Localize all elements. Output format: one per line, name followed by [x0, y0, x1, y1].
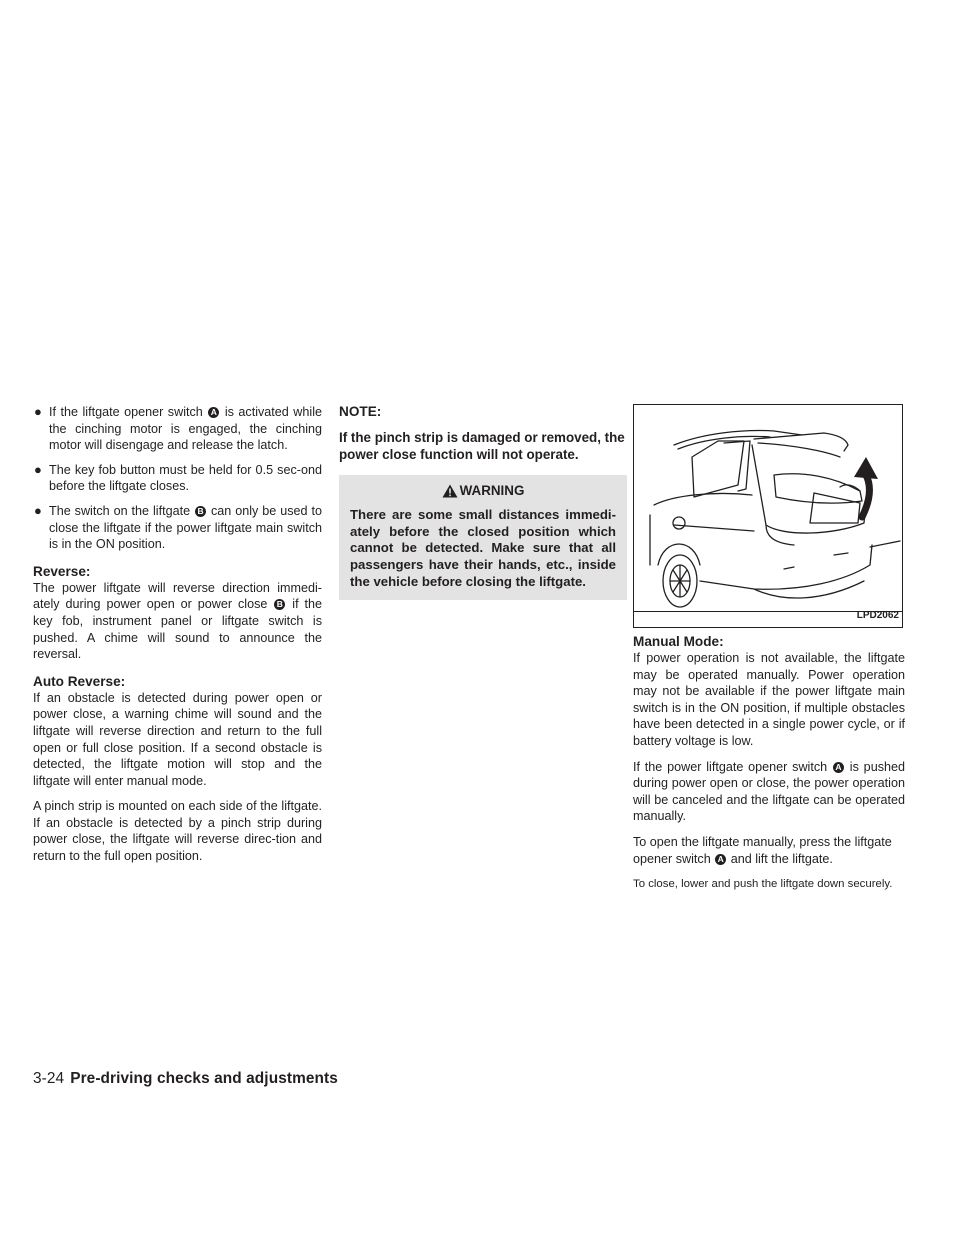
- bullet-icon: ●: [34, 461, 42, 477]
- manual-text: is pushed during power open or close, the power operation will be canceled and the liftgate can be operated manually.: [633, 759, 906, 824]
- callout-a-icon: A: [208, 407, 219, 418]
- callout-a-icon: A: [833, 762, 844, 773]
- reverse-heading: Reverse:: [33, 563, 91, 579]
- note-body: If the pinch strip is damaged or removed, the power close function will not operate.: [339, 429, 625, 462]
- callout-b-icon: B: [274, 599, 285, 610]
- manual-text: and lift the liftgate.: [730, 851, 833, 866]
- middle-column: [339, 404, 627, 600]
- pinch-strip-paragraph: A pinch strip is mounted on each side of the liftgate. If an obstacle is detected by a pinch strip during power close, the liftgate will reverse direc-tion and return to the full open position.: [33, 799, 322, 864]
- warning-heading: [350, 483, 616, 500]
- right-column: [633, 404, 905, 902]
- auto-reverse-heading: Auto Reverse:: [33, 673, 126, 689]
- bullet-text: can only be used to close the liftgate if the power liftgate main switch is in the ON position.: [49, 503, 323, 552]
- bullet-text: If the liftgate opener switch: [49, 405, 203, 419]
- bullet-text: The switch on the liftgate: [49, 503, 191, 518]
- reverse-paragraph: [33, 580, 322, 663]
- liftgate-illustration: [634, 405, 902, 611]
- callout-a-icon: A: [715, 854, 726, 865]
- manual-text: To open the liftgate manually, press the liftgate opener switch: [633, 834, 892, 866]
- warning-box: [339, 475, 627, 601]
- bullet-icon: ●: [34, 502, 42, 518]
- note-title: NOTE:: [339, 404, 382, 419]
- manual-cancel-paragraph: [633, 759, 905, 825]
- manual-open-paragraph: [633, 834, 905, 867]
- page-number: 3-24: [33, 1070, 65, 1087]
- bullet-item: [33, 462, 322, 495]
- manual-close-paragraph: To close, lower and push the liftgate down securely.: [633, 878, 893, 891]
- auto-reverse-paragraph: If an obstacle is detected during power open or power close, a warning chime will sound and the liftgate will reverse direction and return to the full open or full close position. If a second obstacle is detected, the liftgate motion will stop and the liftgate will enter manual mode.: [33, 690, 322, 788]
- warning-title-text: WARNING: [459, 482, 525, 498]
- reverse-text: The power liftgate will reverse direction immedi-ately during power open or power close: [33, 580, 322, 612]
- page-footer: [33, 1070, 338, 1088]
- warning-text: There are some small distances immedi-ately before the closed position which cannot be detected. Make sure that all passengers have their hands, etc., inside the vehicle before closing the liftgate.: [350, 507, 616, 589]
- section-title: Pre-driving checks and adjustments: [70, 1070, 338, 1087]
- warning-triangle-icon: [442, 484, 458, 498]
- manual-text: If the power liftgate opener switch: [633, 759, 828, 774]
- left-column: [33, 404, 322, 874]
- bullet-item: [33, 404, 322, 454]
- bullet-text: The key fob button must be held for 0.5 sec-ond before the liftgate closes.: [49, 462, 322, 494]
- bullet-text: is activated while the cinching motor is engaged, the cinching motor will disengage and release the latch.: [49, 405, 323, 453]
- liftgate-figure: [633, 404, 903, 628]
- manual-mode-heading: Manual Mode:: [633, 634, 724, 649]
- callout-b-icon: B: [195, 506, 206, 517]
- manual-mode-paragraph: If power operation is not available, the liftgate may be operated manually. Power operation may not be available if the power liftgate main switch is in the ON position, if multiple obstacles have been detected in a single power cycle, or if battery voltage is low.: [633, 651, 905, 748]
- bullet-item: [33, 503, 322, 553]
- bullet-icon: ●: [34, 404, 42, 419]
- figure-code: LPD2062: [856, 610, 899, 622]
- reverse-text: if the key fob, instrument panel or liftgate switch is pushed. A chime will sound to announce the reversal.: [33, 597, 323, 662]
